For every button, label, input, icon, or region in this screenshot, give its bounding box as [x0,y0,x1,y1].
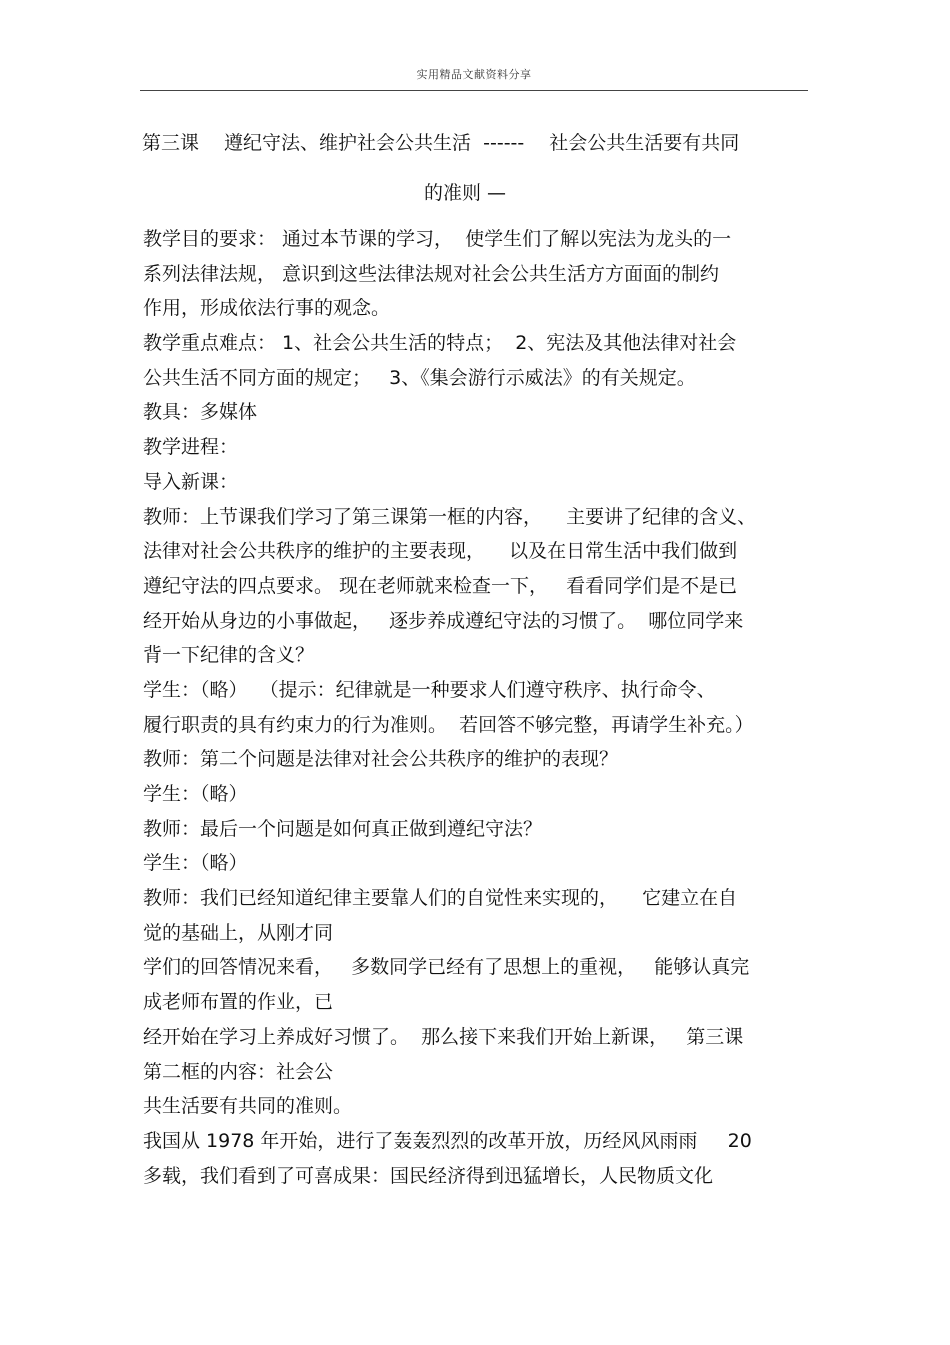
body-line: 成老师布置的作业，已 [143,991,334,1014]
body-line: 教师：上节课我们学习了第三课第一框的内容， 主要讲了纪律的含义、 [143,505,757,528]
body-line: 遵纪守法的四点要求。 现在老师就来检查一下， 看看同学们是不是已 [143,574,738,597]
body-line: 教师：我们已经知道纪律主要靠人们的自觉性来实现的， 它建立在自 [143,887,738,910]
lesson-title-line-2: 的准则 — [424,182,507,204]
body-line: 学生：（略） [143,783,248,805]
body-line: 教学重点难点： 1、社会公共生活的特点； 2、宪法及其他法律对社会 [143,332,737,355]
body-line: 导入新课： [143,470,239,493]
body-line: 学们的回答情况来看， 多数同学已经有了思想上的重视， 能够认真完 [143,956,750,979]
lesson-title-line-1: 第三课 遵纪守法、维护社会公共生活 ------ 社会公共生活要有共同 [142,132,740,154]
body-line: 学生：（略） （提示：纪律就是一种要求人们遵守秩序、执行命令、 [143,678,716,701]
body-line: 学生：（略） [143,852,248,875]
body-line: 法律对社会公共秩序的维护的主要表现， 以及在日常生活中我们做到 [143,540,738,563]
body-line: 背一下纪律的含义？ [143,644,315,667]
body-line: 我国从 1978 年开始，进行了轰轰烈烈的改革开放，历经风风雨雨 20 [143,1129,752,1152]
body-line: 教师：第二个问题是法律对社会公共秩序的维护的表现？ [143,748,619,771]
header-divider [140,90,808,91]
body-line: 作用，形成依法行事的观念。 [143,297,391,320]
body-line: 教师：最后一个问题是如何真正做到遵纪守法？ [143,817,543,840]
body-line: 共生活要有共同的准则。 [143,1095,353,1118]
body-line: 系列法律法规， 意识到这些法律法规对社会公共生活方方面面的制约 [143,262,720,285]
body-line: 第二框的内容：社会公 [143,1060,334,1083]
body-line: 觉的基础上，从刚才同 [143,921,334,944]
lesson-body [143,222,823,1193]
body-line: 教学目的要求： 通过本节课的学习， 使学生们了解以宪法为龙头的一 [143,228,732,250]
body-line: 经开始在学习上养成好习惯了。 那么接下来我们开始上新课， 第三课 [143,1025,744,1048]
body-line: 教学进程： [143,436,239,459]
body-line: 履行职责的具有约束力的行为准则。 若回答不够完整，再请学生补充。） [143,713,754,736]
page-header: 实用精品文献资料分享 [416,68,532,81]
body-line: 多载，我们看到了可喜成果：国民经济得到迅猛增长，人民物质文化 [143,1164,714,1187]
body-line: 公共生活不同方面的规定； 3、《集会游行示威法》的有关规定。 [143,366,696,389]
body-line: 经开始从身边的小事做起， 逐步养成遵纪守法的习惯了。 哪位同学来 [143,609,744,632]
body-line: 教具：多媒体 [143,401,258,424]
